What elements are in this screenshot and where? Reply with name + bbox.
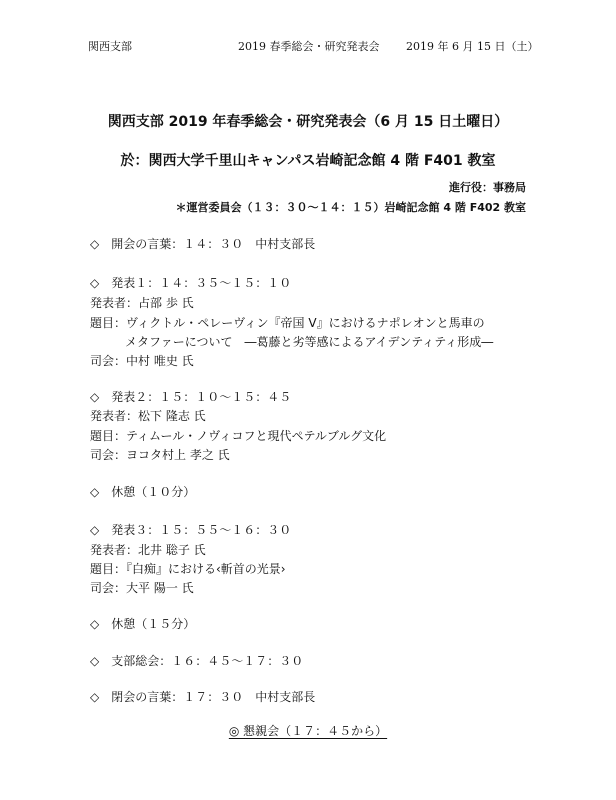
page-header: [88, 38, 538, 54]
presentation2-time: ◇ 発表２：１５：１０〜１５：４５: [90, 390, 292, 404]
presentation1-time: ◇ 発表１：１４：３５〜１５：１０: [90, 276, 292, 290]
opening-item: ◇ 開会の言葉：１４：３０ 中村支部長: [90, 237, 316, 251]
presentation3-time: ◇ 発表３：１５：５５〜１６：３０: [90, 523, 292, 537]
reception-line: [0, 722, 616, 739]
header-branch: 関西支部: [88, 40, 132, 53]
presentation1-chair: 司会：中村 唯史 氏: [90, 354, 194, 368]
facilitator-note: 進行役：事務局: [449, 181, 526, 194]
header-event: 2019 春季総会・研究発表会: [238, 40, 380, 53]
presentation2-presenter: 発表者：松下 隆志 氏: [90, 409, 206, 423]
header-date: 2019 年 6 月 15 日（土）: [406, 40, 539, 53]
presentation1-title: 題目：ヴィクトル・ペレーヴィン『帝国 V』におけるナポレオンと馬車の: [90, 316, 485, 330]
presentation3-title: 題目：『白痴』における‹斬首の光景›: [90, 562, 286, 576]
presentation3-chair: 司会：大平 陽一 氏: [90, 581, 194, 595]
presentation1-title-cont: メタファーについて ―葛藤と劣等感によるアイデンティティ形成―: [125, 335, 494, 349]
venue-line: 於：関西大学千里山キャンパス岩崎記念館 4 階 F401 教室: [120, 153, 496, 169]
presentation3-presenter: 発表者：北井 聡子 氏: [90, 543, 206, 557]
presentation2-chair: 司会：ヨコタ村上 孝之 氏: [90, 448, 230, 462]
committee-note: ＊運営委員会（１３：３０〜１４：１５）岩崎記念館 4 階 F402 教室: [175, 201, 526, 214]
presentation2-title: 題目：ティムール・ノヴィコフと現代ペテルブルグ文化: [90, 429, 387, 443]
document-title: 関西支部 2019 年春季総会・研究発表会（6 月 15 日土曜日）: [107, 114, 509, 130]
general-meeting-item: ◇ 支部総会：１６：４５〜１７：３０: [90, 654, 304, 668]
closing-item: ◇ 閉会の言葉：１７：３０ 中村支部長: [90, 690, 316, 704]
break1-item: ◇ 休憩（１０分）: [90, 485, 196, 499]
reception-text: ◎ 懇親会（１７：４５から）: [228, 724, 388, 738]
presentation1-presenter: 発表者：占部 歩 氏: [90, 296, 194, 310]
break2-item: ◇ 休憩（１５分）: [90, 617, 196, 631]
